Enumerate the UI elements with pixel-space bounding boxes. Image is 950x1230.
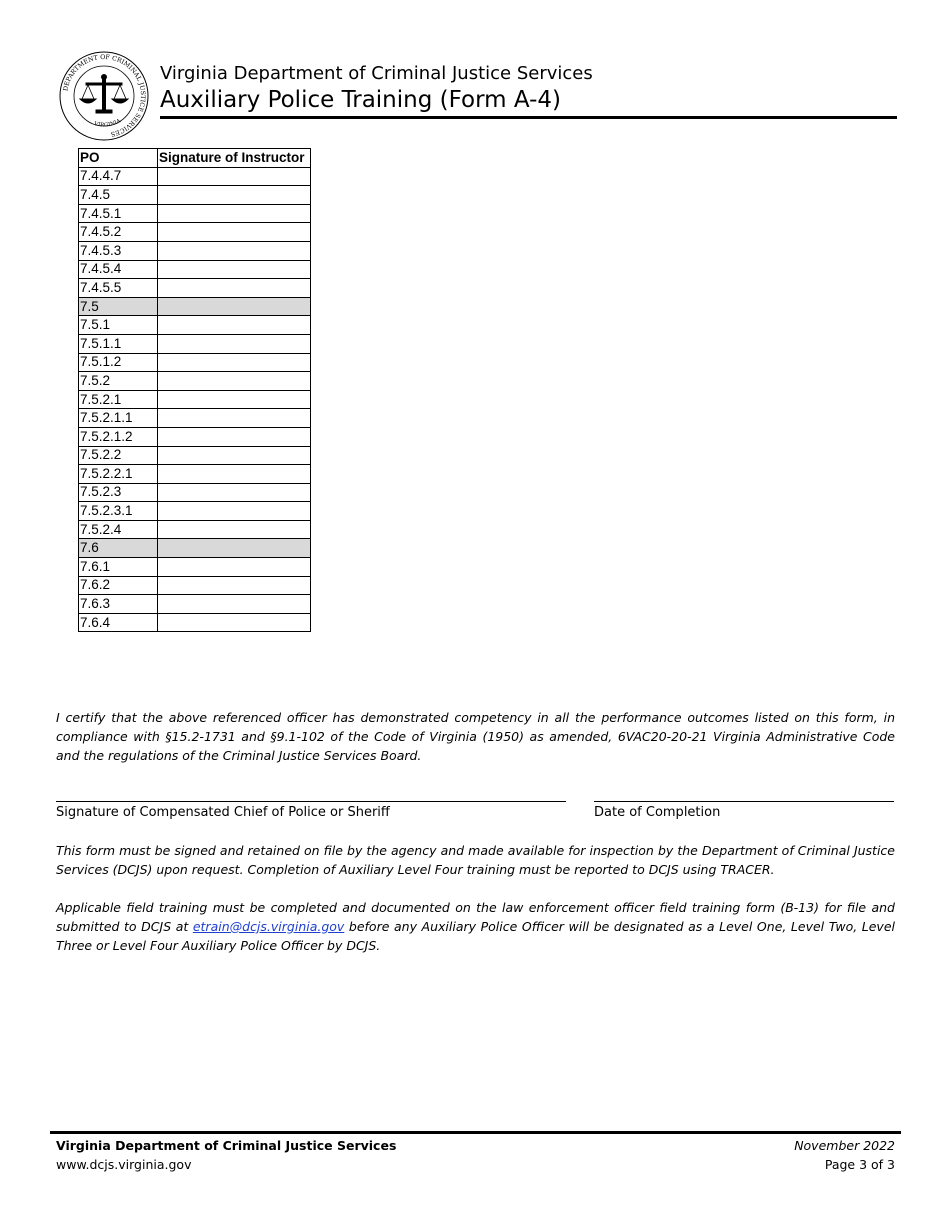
table-row (79, 539, 311, 558)
po-cell: 7.6.2 (79, 576, 158, 595)
po-cell: 7.4.4.7 (79, 167, 158, 186)
instructor-signature-cell[interactable] (158, 186, 311, 205)
po-cell: 7.5 (79, 297, 158, 316)
table-row (79, 316, 311, 335)
po-cell: 7.4.5.4 (79, 260, 158, 279)
table-row (79, 613, 311, 632)
instructor-signature-cell[interactable] (158, 353, 311, 372)
footer-organization: Virginia Department of Criminal Justice Services (56, 1138, 397, 1153)
table-row (79, 483, 311, 502)
chief-signature-line[interactable] (56, 801, 566, 802)
table-body (79, 167, 311, 632)
table-row (79, 465, 311, 484)
seal-ring-text: DEPARTMENT OF CRIMINAL JUSTICE SERVICES (62, 53, 147, 138)
po-cell: 7.5.2.3.1 (79, 502, 158, 521)
table-header-row (79, 149, 311, 168)
header-divider (160, 116, 897, 119)
table-row (79, 427, 311, 446)
instructor-signature-cell[interactable] (158, 334, 311, 353)
table-row (79, 204, 311, 223)
po-cell: 7.4.5.5 (79, 279, 158, 298)
seal-bottom-text: VIRGINIA (93, 118, 122, 129)
header-organization: Virginia Department of Criminal Justice Services (160, 63, 593, 84)
po-cell: 7.4.5.1 (79, 204, 158, 223)
instructor-signature-cell[interactable] (158, 539, 311, 558)
instructor-signature-cell[interactable] (158, 483, 311, 502)
po-cell: 7.4.5.3 (79, 241, 158, 260)
chief-signature-label: Signature of Compensated Chief of Police or Sheriff (56, 805, 390, 820)
field-notice-text-start: Applicable field training must be completed and documented on the law enforcement officer field training form (B-13) for file and submitted to DCJS at (56, 900, 895, 934)
table-row (79, 558, 311, 577)
scales-of-justice-icon (80, 75, 128, 114)
instructor-signature-cell[interactable] (158, 613, 311, 632)
po-cell: 7.6.3 (79, 595, 158, 614)
footer-divider (50, 1131, 901, 1134)
field-notice-text-end: before any Auxiliary Police Officer will be designated as a Level One, Level Two, Level Three or Level Four Auxiliary Police Officer by DCJS. (56, 919, 895, 953)
instructor-signature-cell[interactable] (158, 297, 311, 316)
po-cell: 7.5.2.1.1 (79, 409, 158, 428)
dcjs-seal-logo (58, 50, 150, 142)
po-cell: 7.6 (79, 539, 158, 558)
table-row (79, 372, 311, 391)
instructor-signature-cell[interactable] (158, 390, 311, 409)
po-cell: 7.4.5.2 (79, 223, 158, 242)
instructor-signature-cell[interactable] (158, 260, 311, 279)
instructor-signature-cell[interactable] (158, 409, 311, 428)
footer-date: November 2022 (794, 1138, 895, 1153)
po-signature-table (78, 148, 311, 632)
po-cell: 7.5.1.2 (79, 353, 158, 372)
instructor-signature-cell[interactable] (158, 167, 311, 186)
instructor-signature-cell[interactable] (158, 595, 311, 614)
table-row (79, 446, 311, 465)
instructor-signature-cell[interactable] (158, 372, 311, 391)
completion-date-label: Date of Completion (594, 805, 721, 820)
po-cell: 7.5.1 (79, 316, 158, 335)
instructor-signature-cell[interactable] (158, 520, 311, 539)
table-row (79, 167, 311, 186)
table-row (79, 595, 311, 614)
table-row (79, 297, 311, 316)
instructor-signature-cell[interactable] (158, 223, 311, 242)
form-title: Auxiliary Police Training (Form A-4) (160, 87, 561, 113)
po-cell: 7.5.2 (79, 372, 158, 391)
po-cell: 7.5.2.1.2 (79, 427, 158, 446)
table-row (79, 353, 311, 372)
instructor-signature-cell[interactable] (158, 576, 311, 595)
instructor-signature-cell[interactable] (158, 204, 311, 223)
column-header-signature: Signature of Instructor (158, 149, 311, 168)
po-cell: 7.5.2.2.1 (79, 465, 158, 484)
footer-page-number: Page 3 of 3 (824, 1157, 895, 1172)
instructor-signature-cell[interactable] (158, 465, 311, 484)
certification-statement: I certify that the above referenced officer has demonstrated competency in all the performance outcomes listed on this form, in compliance with §15.2-1731 and §9.1-102 of the Code of Virginia (1950) as amended, 6VAC20-20-21 Virginia Administrative Code and the regulations of the Criminal Justice Services Board. (56, 710, 895, 763)
po-cell: 7.5.2.1 (79, 390, 158, 409)
column-header-po: PO (79, 149, 158, 168)
po-cell: 7.6.4 (79, 613, 158, 632)
field-training-notice (56, 898, 895, 955)
footer-website: www.dcjs.virginia.gov (56, 1157, 192, 1172)
po-cell: 7.5.1.1 (79, 334, 158, 353)
table-row (79, 186, 311, 205)
instructor-signature-cell[interactable] (158, 279, 311, 298)
table-row (79, 279, 311, 298)
table-row (79, 576, 311, 595)
po-cell: 7.5.2.3 (79, 483, 158, 502)
table-row (79, 502, 311, 521)
retention-notice: This form must be signed and retained on file by the agency and made available for inspection by the Department of Criminal Justice Services (DCJS) upon request. Completion of Auxiliary Level Four training must be reported to DCJS using TRACER. (56, 843, 895, 877)
instructor-signature-cell[interactable] (158, 316, 311, 335)
table-row (79, 223, 311, 242)
instructor-signature-cell[interactable] (158, 241, 311, 260)
table-row (79, 390, 311, 409)
table-row (79, 260, 311, 279)
instructor-signature-cell[interactable] (158, 427, 311, 446)
po-cell: 7.5.2.4 (79, 520, 158, 539)
table-row (79, 409, 311, 428)
instructor-signature-cell[interactable] (158, 558, 311, 577)
table-row (79, 241, 311, 260)
po-cell: 7.4.5 (79, 186, 158, 205)
completion-date-line[interactable] (594, 801, 894, 802)
table-row (79, 520, 311, 539)
instructor-signature-cell[interactable] (158, 502, 311, 521)
po-cell: 7.5.2.2 (79, 446, 158, 465)
instructor-signature-cell[interactable] (158, 446, 311, 465)
table-row (79, 334, 311, 353)
etrain-email-link[interactable]: etrain@dcjs.virginia.gov (192, 919, 345, 934)
po-cell: 7.6.1 (79, 558, 158, 577)
